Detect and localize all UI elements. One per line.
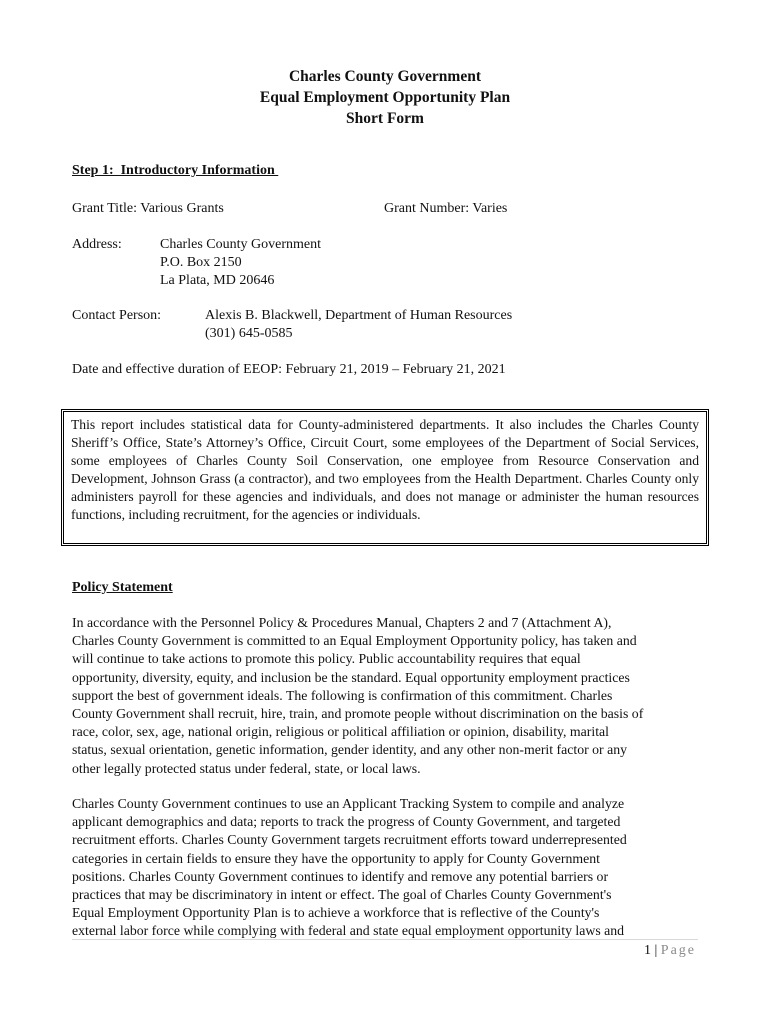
policy-heading: Policy Statement <box>72 580 173 595</box>
paragraph-line: support the best of government ideals. The following is confirmation of this commitment. Charles <box>72 687 613 703</box>
footer-divider <box>72 939 698 940</box>
paragraph-line: practices that may be discriminatory in intent or effect. The goal of Charles County Government's <box>72 887 612 903</box>
paragraph-line: recruitment efforts. Charles County Government targets recruitment efforts toward underrepresented <box>72 832 627 848</box>
paragraph-line: applicant demographics and data; reports to track the progress of County Government, and targeted <box>72 814 621 830</box>
contact-label: Contact Person: <box>72 308 162 323</box>
page-number-separator: | <box>650 943 661 958</box>
grant-number: Grant Number: Varies <box>384 201 508 216</box>
paragraph-line: positions. Charles County Government continues to identify and remove any potential barriers or <box>72 868 609 884</box>
notice-box: This report includes statistical data for County-administered departments. It also includes the Charles County Sheriff’s Office, State’s Attorney’s Office, Circuit Court, some employees of the Department of Social Services, some employees of Charles County Soil Conservation, one employee from Resource Conservation and Development, Johnson Grass (a contractor), and two employees from the Health Department. Charles County only administers payroll for these agencies and individuals, and does not manage or administer the human resources functions, including recruitment, for the agencies or individuals. <box>63 411 707 544</box>
page-number <box>644 943 696 959</box>
paragraph-line: other legally protected status under federal, state, or local laws. <box>72 760 421 776</box>
title-line-3: Short Form <box>346 110 424 127</box>
address-line-3: La Plata, MD 20646 <box>160 273 275 288</box>
policy-paragraph-2 <box>72 795 702 941</box>
title-line-1: Charles County Government <box>288 68 482 85</box>
eeop-date-line: Date and effective duration of EEOP: February 21, 2019 – February 21, 2021 <box>72 362 506 377</box>
contact-name: Alexis B. Blackwell, Department of Human Resources <box>205 308 513 323</box>
address-line-1: Charles County Government <box>160 237 321 252</box>
paragraph-line: In accordance with the Personnel Policy & Procedures Manual, Chapters 2 and 7 (Attachment A), <box>72 615 612 630</box>
paragraph-line: external labor force while complying with federal and state equal employment opportunity laws and <box>72 923 625 939</box>
page-number-value: 1 <box>643 943 651 958</box>
paragraph-line: opportunity, diversity, equity, and inclusion be the standard. Equal opportunity employment practices <box>72 669 630 685</box>
document-title <box>0 66 770 129</box>
address-line-2: P.O. Box 2150 <box>160 255 242 270</box>
policy-paragraph-1 <box>72 614 702 778</box>
paragraph-line: Equal Employment Opportunity Plan is to achieve a workforce that is reflective of the County's <box>72 905 600 921</box>
paragraph-line: will continue to take actions to promote this policy. Public accountability requires that equal <box>72 651 581 667</box>
title-line-2: Equal Employment Opportunity Plan <box>259 89 511 106</box>
page-word: Page <box>660 943 696 958</box>
paragraph-line: race, color, sex, age, national origin, religious or political affiliation or opinion, disability, marital <box>72 724 610 740</box>
grant-title: Grant Title: Various Grants <box>72 201 224 216</box>
paragraph-line: County Government shall recruit, hire, train, and promote people without discrimination on the basis of <box>72 706 644 722</box>
step1-heading: Step 1: Introductory Information <box>72 163 279 178</box>
paragraph-line: Charles County Government continues to use an Applicant Tracking System to compile and analyze <box>72 796 625 811</box>
paragraph-line: status, sexual orientation, genetic information, gender identity, and any other non-merit factor or any <box>72 742 628 758</box>
paragraph-line: categories in certain fields to ensure they have the opportunity to apply for County Government <box>72 850 600 866</box>
contact-phone: (301) 645-0585 <box>205 326 293 341</box>
paragraph-line: Charles County Government is committed to an Equal Employment Opportunity policy, has taken and <box>72 633 637 649</box>
address-label: Address: <box>72 237 122 252</box>
